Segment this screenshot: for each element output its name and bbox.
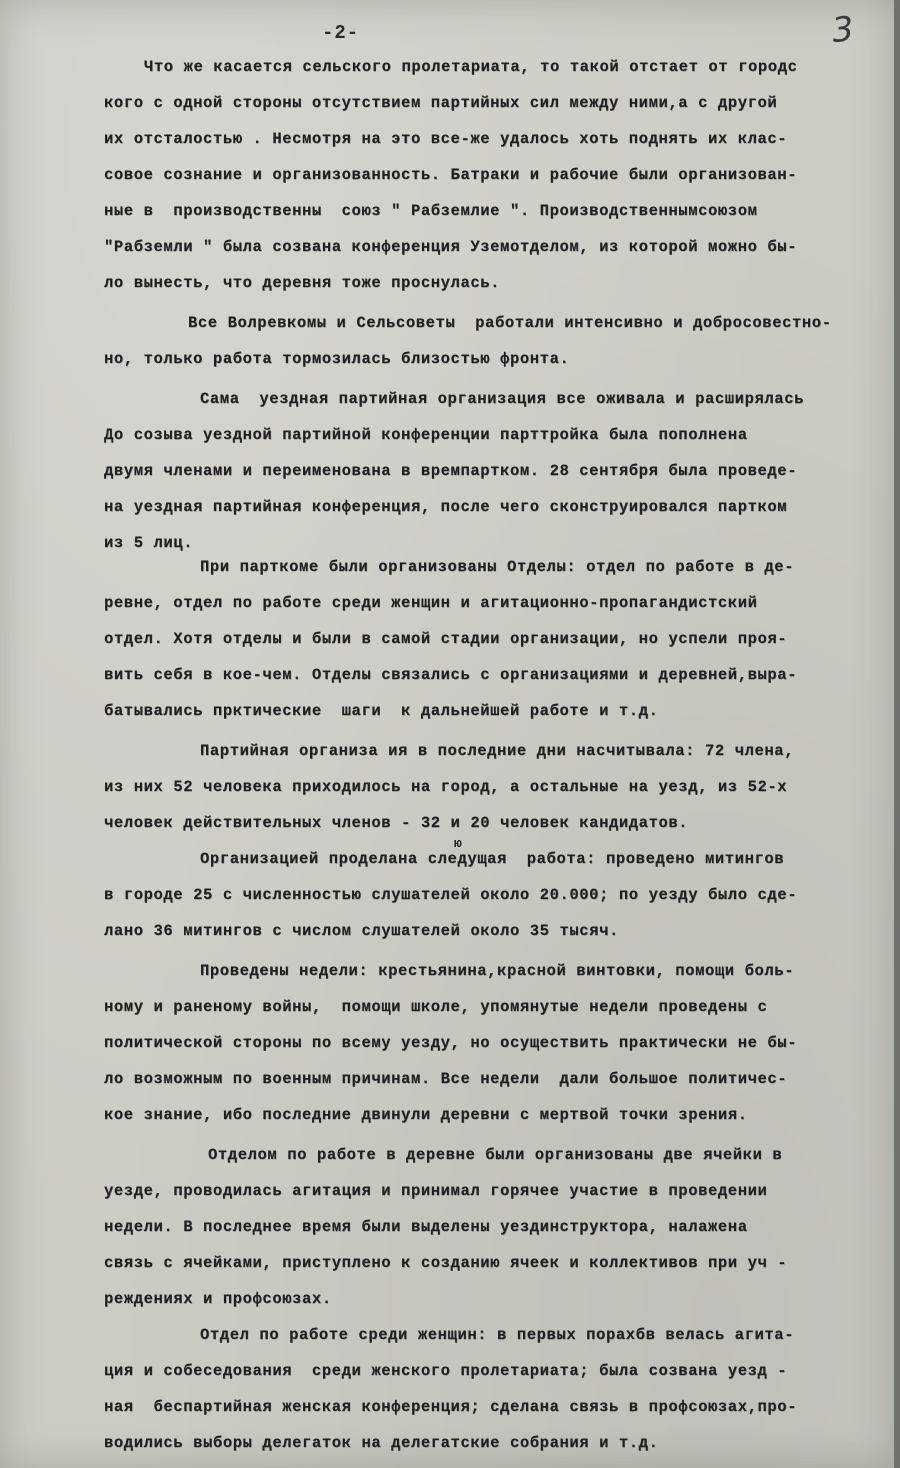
page-number: -2- [322,22,360,44]
text-line: уезде, проводилась агитация и принимал горячее участие в проведении [104,1182,768,1200]
text-line: батывались прктические шаги к дальнейшей работе и т.д. [104,702,659,720]
text-line: но, только работа тормозилась близостью фронта. [104,350,570,368]
text-line: реждениях и профсоюзах. [104,1290,332,1308]
text-line: Сама уездная партийная организация все оживала и расширялась [200,390,804,408]
text-line: лано 36 митингов с числом слушателей около 35 тысяч. [104,922,619,940]
text-line: Отделом по работе в деревне были организованы две ячейки в [208,1146,783,1164]
text-line: недели. В последнее время были выделены уездинструктора, налажена [104,1218,748,1236]
text-line: связь с ячейками, приступлено к созданию ячеек и коллективов при уч - [104,1254,788,1272]
text-line: в городе 25 с численностью слушателей около 20.000; по уезду было сде- [104,886,798,904]
text-line: "Рабземли " была созвана конференция Уземотделом, из которой можно бы- [104,238,798,256]
text-line: ция и собеседования среди женского пролетариата; была созвана уезд - [104,1362,788,1380]
text-line: на уездная партийная конференция, после чего сконструировался партком [104,498,788,516]
text-line: ному и раненому войны, помощи школе, упомянутые недели проведены с [104,998,768,1016]
text-line: их отсталостью . Несмотря на это все-же удалось хоть поднять их клас- [104,130,788,148]
text-line: кого с одной стороны отсутствием партийных сил между ними,а с другой [104,94,778,112]
text-line: водились выборы делегаток на делегатские собрания и т.д. [104,1434,659,1452]
text-line: ные в производственны союз " Рабземлие ". Производственнымсоюзом [104,202,758,220]
text-line: человек действительных членов - 32 и 20 человек кандидатов. [104,814,689,832]
text-line: Проведены недели: крестьянина,красной винтовки, помощи боль- [200,962,795,980]
text-line: Организацией проделана следущая работа: проведено митингов [200,850,785,868]
text-line: Отдел по работе среди женщин: в первых порахбв велась агита- [200,1326,795,1344]
archive-sheet-number: 3 [829,8,856,52]
text-line: кое знание, ибо последние двинули деревни с мертвой точки зрения. [104,1106,748,1124]
text-line: ло возможным по военным причинам. Все недели дали большое политичес- [104,1070,788,1088]
text-line: отдел. Хотя отделы и были в самой стадии организации, но успели проя- [104,630,788,648]
text-line: двумя членами и переименована в времпартком. 28 сентября была проведе- [104,462,798,480]
text-line: ло вынесть, что деревня тоже проснулась. [104,274,501,292]
text-line: вить себя в кое-чем. Отделы связались с организациями и деревней,выра- [104,666,798,684]
text-line: Партийная организа ия в последние дни насчитывала: 72 члена, [200,742,795,760]
text-line: политической стороны по всему уезду, но осуществить практически не бы- [104,1034,798,1052]
text-line: ревне, отдел по работе среди женщин и агитационно-пропагандистский [104,594,758,612]
text-line: Все Волревкомы и Сельсоветы работали интенсивно и добросовестно- [188,314,832,332]
text-line: из 5 лиц. [104,534,194,552]
text-line: Что же касается сельского пролетариата, то такой отстает от городс [144,58,798,76]
handwritten-correction: ю [454,836,462,851]
text-line: До созыва уездной партийной конференции парттройка была пополнена [104,426,748,444]
text-line: из них 52 человека приходилось на город, а остальные на уезд, из 52-х [104,778,788,796]
text-line: совое сознание и организованность. Батраки и рабочие были организован- [104,166,798,184]
text-line: ная беспартийная женская конференция; сделана связь в профсоюзах,про- [104,1398,798,1416]
text-line: При парткоме были организованы Отделы: отдел по работе в де- [200,558,795,576]
